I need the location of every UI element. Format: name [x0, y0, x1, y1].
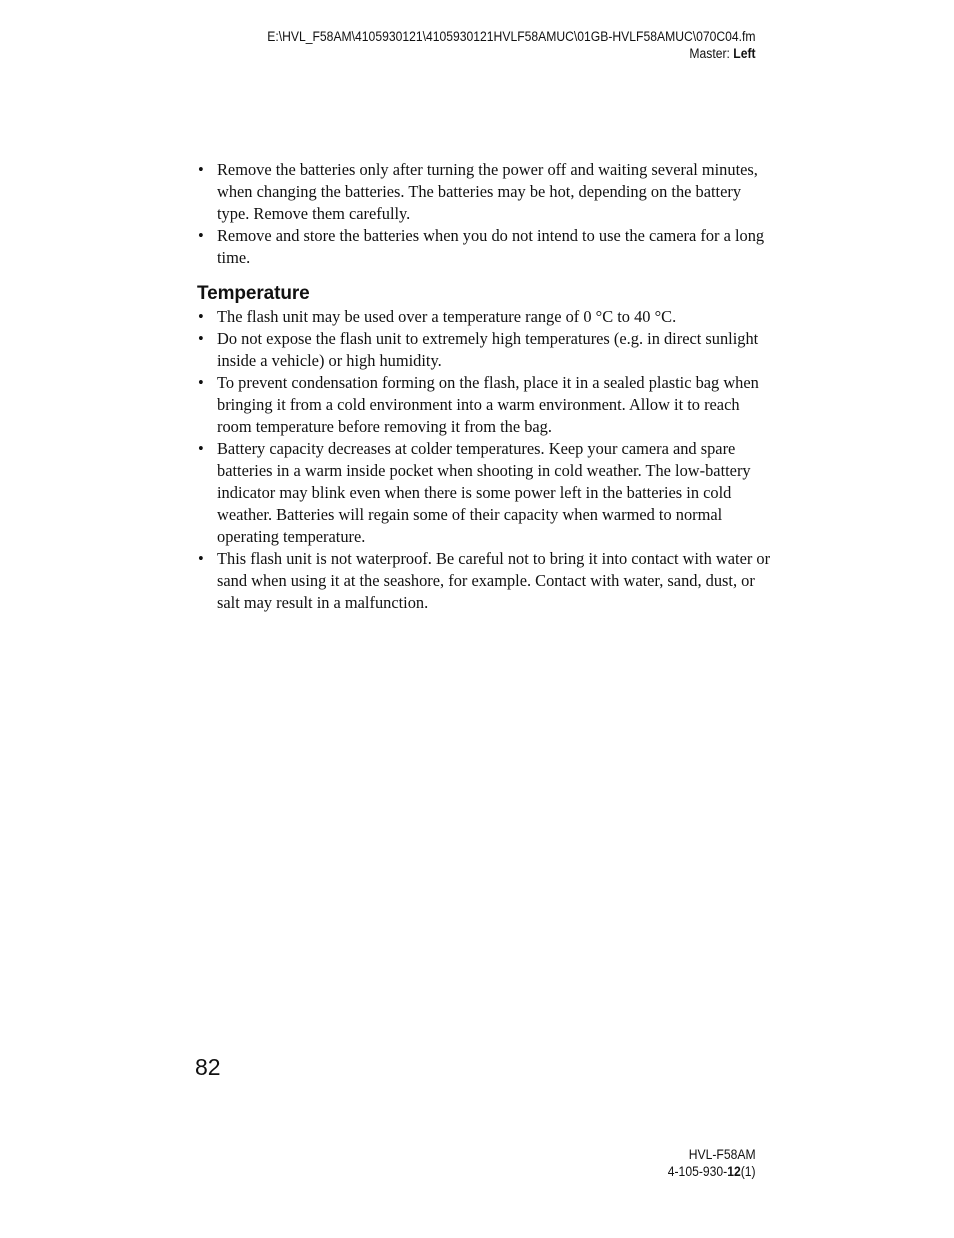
list-item: • This flash unit is not waterproof. Be careful not to bring it into contact with water or sand when using it at the seashore, for example. Contact with water, sand, dust, or salt may result in a malfunction.	[197, 548, 777, 614]
master-label: Master:	[689, 46, 734, 61]
battery-notes-list	[197, 159, 777, 269]
master-page-label	[268, 45, 756, 62]
model-name: HVL-F58AM	[689, 1147, 756, 1162]
document-header	[268, 28, 756, 62]
list-item: • Do not expose the flash unit to extremely high temperatures (e.g. in direct sunlight inside a vehicle) or high humidity.	[197, 328, 777, 372]
list-item: • To prevent condensation forming on the flash, place it in a sealed plastic bag when bringing it from a cold environment into a warm environment. Allow it to reach room temperature before removing it from the bag.	[197, 372, 777, 438]
list-item: • The flash unit may be used over a temperature range of 0 °C to 40 °C.	[197, 306, 777, 328]
file-path: E:\HVL_F58AM\4105930121\4105930121HVLF58AMUC\01GB-HVLF58AMUC\070C04.fm	[267, 29, 756, 44]
temperature-notes-list	[197, 306, 777, 614]
page-content	[197, 159, 777, 614]
code-prefix: 4-105-930-	[668, 1164, 728, 1179]
code-suffix: (1)	[741, 1164, 756, 1179]
code-bold: 12	[727, 1164, 742, 1179]
section-heading-temperature: Temperature	[197, 283, 310, 304]
document-footer	[668, 1146, 756, 1180]
master-value: Left	[733, 46, 756, 61]
document-code	[668, 1163, 756, 1180]
list-item: • Battery capacity decreases at colder temperatures. Keep your camera and spare batteries in a warm inside pocket when shooting in cold weather. The low-battery indicator may blink even when there is some power left in the batteries in cold weather. Batteries will regain some of their capacity when warmed to normal operating temperature.	[197, 438, 777, 548]
list-item: • Remove the batteries only after turning the power off and waiting several minutes, when changing the batteries. The batteries may be hot, depending on the battery type. Remove them carefully.	[197, 159, 777, 225]
list-item: • Remove and store the batteries when you do not intend to use the camera for a long time.	[197, 225, 777, 269]
page-number: 82	[195, 1054, 221, 1080]
